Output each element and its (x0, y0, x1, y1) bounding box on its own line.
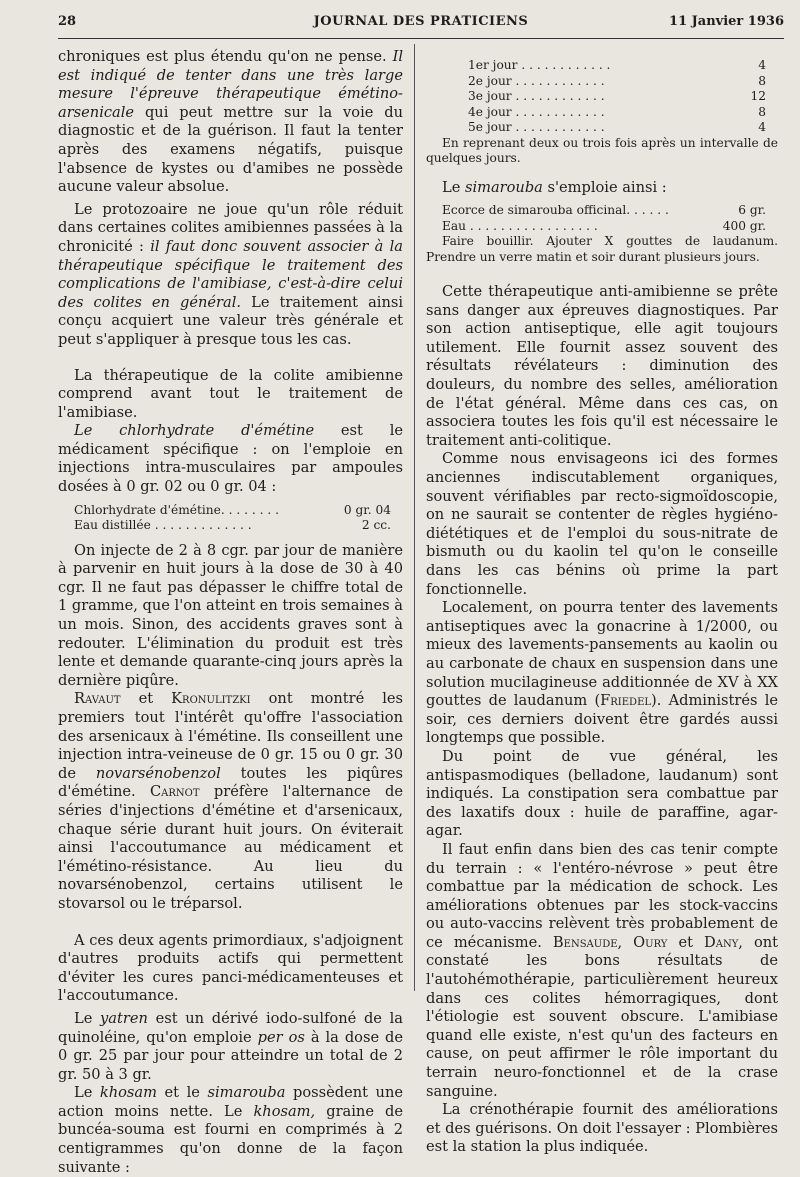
schedule-dose: 8 (758, 73, 766, 88)
recipe-label: Ecorce de simarouba officinal. . . . . . (442, 203, 669, 218)
recipe-label: Eau . . . . . . . . . . . . . . . . . (442, 218, 598, 233)
header-rule (58, 38, 784, 39)
drug-name: simarouba (207, 1084, 286, 1102)
khosam-schedule (426, 58, 778, 136)
formula-label: Chlorhydrate d'émétine. . . . . . . . (74, 502, 279, 517)
text: est un dérivé iodo-sulfoné de la quinoléine, qu'on emploie (58, 1009, 403, 1046)
text: ont constaté les bons résultats de l'autohémothérapie, particulièrement heureux dans ces colites hémorragiques, dont l'étiologie est souvent obscure. L'amibiase quand elle existe, n'est qu'un des facteurs en cause, on peut affirmer le rôle important du terrain neuro-fonctionnel et de la crase sanguine. (426, 933, 779, 1100)
page-number: 28 (58, 14, 77, 29)
paragraph (426, 599, 778, 748)
paragraph: La thérapeutique de la colite amibienne comprend avant tout le traitement de l'amibiase. (58, 366, 403, 421)
text: possèdent une action moins nette. Le (58, 1084, 403, 1120)
issue-date: 11 Janvier 1936 (669, 14, 784, 29)
text: toutes les piqûres d'émétine. (58, 764, 403, 801)
formula-value: 2 cc. (361, 518, 391, 533)
schedule-row (426, 105, 778, 121)
author-name: Kronulitzki (171, 690, 251, 708)
schedule-row (426, 74, 778, 90)
recipe-row (426, 203, 778, 219)
drug-name: yatren (100, 1009, 148, 1027)
paragraph: Cette thérapeutique anti-amibienne se prête sans danger aux épreuves diagnostiques. Par son action antiseptique, elle agit toujours utilement. Elle fournit assez souvent des résultats révélateurs : diminution des douleurs, du nombre des selles, amélioration de l'état général. Même dans ces cas, on associera toutes les fois qu'il est nécessaire le traitement anti-colitique. (426, 283, 778, 449)
paragraph: Du point de vue général, les antispasmodiques (belladone, laudanum) sont indiqués. La constipation sera combattue par des laxatifs doux : huile de paraffine, agar-agar. (426, 747, 778, 840)
text: et le (164, 1084, 200, 1102)
paragraph (426, 179, 778, 198)
paragraph (58, 1010, 403, 1084)
simarouba-recipe (426, 203, 778, 234)
text: est le médicament spécifique : on l'emploie en injections intra-musculaires par ampoules dosées à 0 gr. 02 ou 0 gr. 04 : (58, 422, 403, 496)
schedule-row (426, 89, 778, 105)
schedule-note: En reprenant deux ou trois fois après un intervalle de quelques jours. (426, 135, 778, 165)
left-column (58, 48, 403, 1177)
author-name: Bensaude, Oury (552, 933, 668, 951)
drug-name: khosam (99, 1084, 157, 1102)
paragraph (58, 201, 403, 350)
text: ). Administrés le soir, ces derniers doivent être gardés aussi longtemps que possible. (426, 692, 779, 747)
text: Le traitement ainsi conçu acquiert une valeur très générale et peut s'appliquer à presque tous les cas. (58, 293, 404, 348)
paragraph (58, 690, 403, 913)
author-name: Carnot (150, 783, 200, 801)
schedule-dose: 12 (750, 89, 766, 103)
paragraph: A ces deux agents primordiaux, s'adjoignent d'autres produits actifs qui permettent d'éviter les cures panci-médicamenteuses et l'accoutumance. (58, 931, 403, 1005)
schedule-day: 3e jour . . . . . . . . . . . . (468, 89, 605, 103)
recipe-note: Faire bouillir. Ajouter X gouttes de laudanum. Prendre un verre matin et soir durant plusieurs jours. (426, 234, 778, 264)
emphasis: il faut donc souvent associer à la thérapeutique spécifique le traitement des complications de l'amibiase, c'est-à-dire celui des colites en général. (58, 237, 403, 311)
author-name: Dany, (704, 933, 743, 951)
text: Le (74, 1009, 93, 1027)
schedule-row (426, 120, 778, 136)
emphasis: Il est indiqué de tenter dans une très large mesure l'épreuve thérapeutique émétino-arsenicale (58, 48, 403, 121)
text: à la dose de 0 gr. 25 par jour pour atteindre un total de 2 gr. 50 à 3 gr. (58, 1028, 404, 1083)
column-divider (414, 44, 415, 991)
paragraph (426, 841, 778, 1101)
text: chroniques est plus étendu qu'on ne pense. (58, 48, 387, 65)
text: Il faut enfin dans bien des cas tenir compte du terrain : « l'entéro-névrose » peut être combattue par la médication de schock. Les améliorations obtenues par les stock-vaccins ou auto-vaccins relèvent très probablement de ce mécanisme. (426, 840, 778, 951)
text: Localement, on pourra tenter des lavements antiseptiques avec la gonacrine à 1/2000, ou mieux des lavements-pansements au kaolin ou au carbonate de chaux en suspension dans une solution mucilagineuse additionnée de XV à XX gouttes de laudanum ( (426, 599, 778, 710)
text: préfère l'alternance de séries d'injections d'émétine et d'arsenicaux, chaque série durant huit jours. On éviterait ainsi l'accoutumance au médicament et l'émétino-résistance. Au lieu du novarsénobenzol, certains utilisent le stovarsol ou le tréparsol. (58, 783, 403, 912)
emetine-formula (58, 503, 403, 534)
schedule-dose: 4 (758, 120, 766, 134)
paragraph: La crénothérapie fournit des améliorations et des guérisons. On doit l'essayer : Plombières est la station la plus indiquée. (426, 1101, 778, 1156)
schedule-day: 4e jour . . . . . . . . . . . . (468, 104, 605, 119)
schedule-dose: 8 (758, 104, 766, 119)
recipe-row (426, 219, 778, 235)
paragraph: On injecte de 2 à 8 cgr. par jour de manière à parvenir en huit jours à la dose de 30 à 40 cgr. Il ne faut pas dépasser le chiffre total de 1 gramme, que l'on atteint en trois semaines à un mois. Sinon, des accidents graves sont à redouter. L'élimination du produit est très lente et demande quarante-cinq jours après la dernière piqûre. (58, 541, 403, 689)
formula-row (58, 518, 403, 534)
text: qui peut mettre sur la voie du diagnostic et de la guérison. Il faut la tenter après des examens négatifs, puisque l'absence de kystes ou d'amibes ne possède aucune valeur absolue. (58, 103, 404, 196)
text: et (678, 933, 693, 951)
schedule-row (426, 58, 778, 74)
text: graine de buncéa-souma est fourni en comprimés à 2 centigrammes qu'on donne de la façon suivante : (58, 1102, 404, 1176)
text: et (138, 690, 154, 708)
drug-name: khosam, (253, 1102, 316, 1120)
text: Le (74, 1084, 93, 1102)
drug-name: novarsénobenzol (95, 764, 221, 782)
recipe-value: 6 gr. (738, 203, 766, 218)
author-name: Ravaut (74, 690, 121, 708)
paragraph: Comme nous envisageons ici des formes anciennes indiscutablement organiques, souvent vérifiables par recto-sigmoïdoscopie, on ne saurait se contenter de règles hygiéno-diététiques et de l'emploi du sous-nitrate de bismuth ou du kaolin tel qu'on le conseille dans les cas bénins où prime la part fonctionnelle. (426, 450, 778, 598)
paragraph (58, 422, 403, 496)
paragraph (58, 48, 403, 197)
journal-title: JOURNAL DES PRATICIENS (313, 14, 529, 29)
right-column (426, 58, 778, 1157)
text: Le (442, 178, 461, 196)
schedule-dose: 4 (758, 58, 766, 72)
schedule-day: 2e jour . . . . . . . . . . . . (468, 73, 605, 88)
author-name: Friedel (600, 692, 652, 710)
text: ont montré les premiers tout l'intérêt qu'offre l'association des arsenicaux à l'émétine. Ils conseillent une injection intra-veineuse de 0 gr. 15 ou 0 gr. 30 de (58, 690, 404, 782)
text: Le protozoaire ne joue qu'un rôle réduit dans certaines colites amibiennes passées à la chronicité : (58, 200, 403, 255)
formula-value: 0 gr. 04 (343, 502, 391, 517)
schedule-day: 5e jour . . . . . . . . . . . . (468, 120, 605, 134)
text: s'emploie ainsi : (547, 178, 667, 196)
running-header (58, 14, 784, 36)
paragraph (58, 1084, 403, 1177)
emphasis: per os (257, 1028, 305, 1046)
formula-row (58, 503, 403, 519)
formula-label: Eau distillée . . . . . . . . . . . . . (74, 518, 252, 533)
recipe-value: 400 gr. (722, 218, 766, 233)
drug-name: simarouba (464, 178, 543, 196)
schedule-day: 1er jour . . . . . . . . . . . . (468, 58, 611, 72)
drug-name: Le chlorhydrate d'émétine (74, 422, 315, 440)
